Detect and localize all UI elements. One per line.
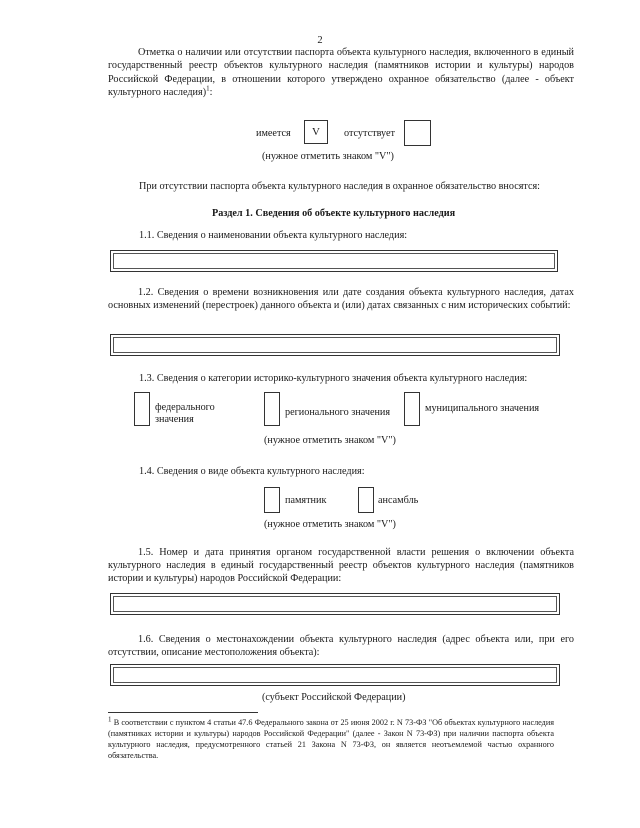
footnote-separator [108,712,258,713]
footnote [108,717,554,761]
passport-hint: (нужное отметить знаком "V") [262,151,394,162]
section-title: Раздел 1. Сведения об объекте культурного наследия [212,208,456,219]
item-1-5-field[interactable] [110,593,560,615]
item-1-1-field-inner [113,253,555,269]
footnote-ref: 1 [206,84,210,93]
passport-note: Отметка о наличии или отсутствии паспорта объекта культурного наследия, включенного в единый государственный реестр объектов культурного наследия (памятников истории и культуры) народов Российской Федерации, в отношении которого утверждено охранное обязательство (далее - объект культурного наследия)$^1$: [108,47,574,98]
category-regional-label: регионального значения [285,407,391,418]
item-1-5-field-inner [113,596,557,612]
passport-present-label: имеется [256,128,291,139]
passport-note-text: Отметка о наличии или отсутствии паспорта объекта культурного наследия, включенного в единый государственный реестр объектов культурного наследия (памятников истории и культуры) народов Российской Федерации, в отношении которого утверждено охранное обязательство (далее - объект культурного наследия) [108,47,574,98]
passport-absent-checkbox[interactable] [404,120,431,146]
category-municipal-label: муниципального значения [425,403,540,414]
item-1-1-field[interactable] [110,250,558,272]
category-regional-checkbox[interactable] [264,392,280,426]
subject-caption: (субъект Российской Федерации) [262,692,406,703]
kind-ensemble-label: ансамбль [378,495,419,506]
passport-absent-label: отсутствует [344,128,395,139]
kind-monument-label: памятник [285,495,327,506]
kind-hint: (нужное отметить знаком "V") [264,519,396,530]
category-municipal-checkbox[interactable] [404,392,420,426]
item-1-6-label: 1.6. Сведения о местонахождении объекта культурного наследия (адрес объекта или, при его отсутствии, описание местоположения объекта): [108,634,574,659]
footnote-text: В соответствии с пунктом 4 статьи 47.6 Федерального закона от 25 июня 2002 г. N 73-ФЗ "Об объектах культурного наследия (памятниках истории и культуры) народов Российской Федерации" (далее - Закон N 73-ФЗ) при наличии паспорта объекта культурного наследия, предусмотренного статьей 21 Закона N 73-ФЗ, он является неотъемлемой частью охранного обязательства. [108,718,554,760]
item-1-4-label: 1.4. Сведения о виде объекта культурного наследия: [139,466,365,477]
kind-monument-checkbox[interactable] [264,487,280,513]
item-1-6-field[interactable] [110,664,560,686]
item-1-6-field-inner [113,667,557,683]
page-number: 2 [317,35,323,46]
item-1-2-label: 1.2. Сведения о времени возникновения или дате создания объекта культурного наследия, датах основных изменений (перестроек) данного объекта и (или) датах связанных с ним исторических событий: [108,287,574,312]
kind-ensemble-checkbox[interactable] [358,487,374,513]
passport-present-mark: V [312,126,320,138]
item-1-2-field-inner [113,337,557,353]
footnote-mark: 1 [108,715,112,724]
item-1-1-label: 1.1. Сведения о наименовании объекта культурного наследия: [139,230,408,241]
item-1-2-field[interactable] [110,334,560,356]
item-1-3-label: 1.3. Сведения о категории историко-культурного значения объекта культурного наследия: [139,373,528,384]
item-1-5-label: 1.5. Номер и дата принятия органом государственной власти решения о включении объекта культурного наследия в единый государственный реестр объектов культурного наследия (памятников истории и культуры) народов Российской Федерации: [108,547,574,585]
absent-intro: При отсутствии паспорта объекта культурного наследия в охранное обязательство вносятся: [139,181,541,192]
category-federal-checkbox[interactable] [134,392,150,426]
passport-present-checkbox[interactable] [304,120,328,144]
category-federal-label: федерального значения [155,402,215,425]
category-hint: (нужное отметить знаком "V") [264,435,396,446]
